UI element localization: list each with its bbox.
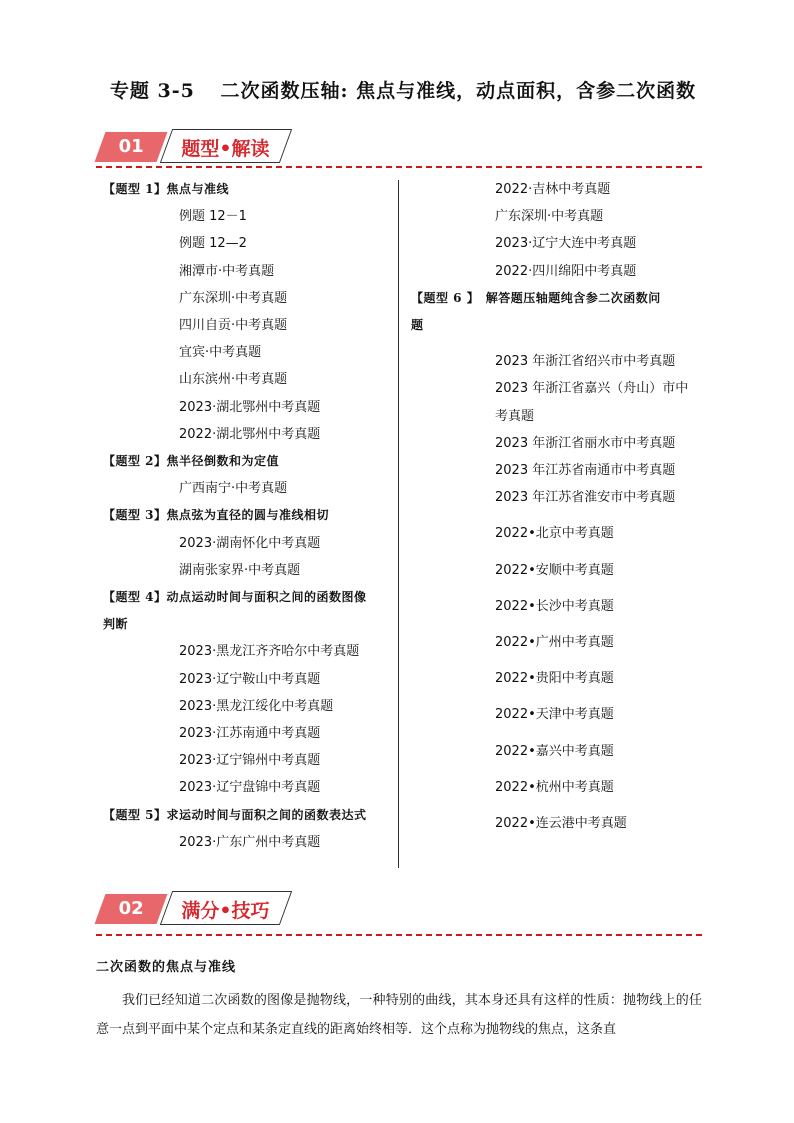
toc-item: 2022·吉林中考真题 [495,182,611,197]
toc-right-column [411,176,701,837]
toc-item: 2023 年江苏省淮安市中考真题 [495,490,676,506]
toc-item: 2022•贵阳中考真题 [495,671,614,687]
toc-item: 湘潭市·中考真题 [179,263,275,279]
toc-item: 宜宾·中考真题 [179,345,262,361]
title-topic-number: 专题 3-5 [109,80,195,102]
toc-item: 山东滨州·中考真题 [179,372,288,388]
page-title [0,76,794,103]
toc-item: 2023·辽宁大连中考真题 [495,236,637,252]
toc-item: 2023·黑龙江齐齐哈尔中考真题 [179,644,360,660]
toc-heading: 题 [411,318,424,333]
toc-item: 2022•北京中考真题 [495,526,614,542]
toc-heading: 【题型 6 】 解答题压轴题纯含参二次函数问 [411,290,661,305]
section-divider [96,934,702,936]
section-number: 02 [118,898,144,919]
toc-item: 四川自贡·中考真题 [179,318,288,334]
toc-item: 湖南张家界·中考真题 [179,562,301,578]
spacer [411,584,701,593]
toc-item: 广东深圳·中考真题 [179,290,288,306]
toc-item: 2023 年浙江省丽水市中考真题 [495,435,676,451]
toc-item: 2022·湖北鄂州中考真题 [179,426,321,442]
toc-item: 广东深圳·中考真题 [495,209,604,225]
spacer [411,765,701,774]
spacer [411,692,701,701]
toc-heading: 判断 [103,617,129,632]
spacer [411,548,701,557]
toc-heading: 【题型 3】焦点弦为直径的圆与准线相切 [103,508,330,523]
section-divider [96,166,702,168]
spacer [411,656,701,665]
toc-item: 2022•广州中考真题 [495,635,614,651]
toc-item: 广西南宁·中考真题 [179,481,288,497]
section-number: 01 [118,136,144,157]
section-label-box [160,129,292,163]
toc-item: 考真题 [495,408,535,424]
toc-item: 2023 年浙江省嘉兴（舟山）市中 [495,381,689,397]
section-label: 题型•解读 [181,138,270,160]
spacer [411,511,701,520]
spacer [411,339,701,348]
toc-heading: 【题型 2】焦半径倒数和为定值 [103,454,280,469]
toc-item: 2022•安顺中考真题 [495,562,614,578]
section-banner-01 [100,128,300,168]
toc-item: 2023·湖南怀化中考真题 [179,535,321,551]
toc-item: 2023·广东广州中考真题 [179,834,321,850]
spacer [411,801,701,810]
toc-item: 2023·辽宁锦州中考真题 [179,753,321,769]
toc-item: 2023 年江苏省南通市中考真题 [495,463,676,479]
section-label: 满分•技巧 [181,900,270,922]
column-divider [398,180,399,868]
section-number-badge [95,132,168,162]
section-label-box [160,891,292,925]
section-banner-02 [100,890,300,930]
toc-item: 2023·黑龙江绥化中考真题 [179,698,334,714]
section-number-badge [95,894,168,924]
toc-item: 2023·江苏南通中考真题 [179,726,321,742]
title-topic-text: 二次函数压轴: 焦点与准线，动点面积，含参二次函数 [220,80,697,102]
body-paragraph: 我们已经知道二次函数的图像是抛物线，一种特别的曲线，其本身还具有这样的性质：抛物线上的任意一点到平面中某个定点和某条定直线的距离始终相等．这个点称为抛物线的焦点，这条直 [96,993,702,1037]
toc-item: 2022•杭州中考真题 [495,779,614,795]
toc-item: 2023·辽宁鞍山中考真题 [179,671,321,687]
toc-item: 2023 年浙江省绍兴市中考真题 [495,354,676,370]
toc-item: 2022•连云港中考真题 [495,816,627,832]
spacer [411,729,701,738]
toc-item: 例题 12－1 [179,209,247,225]
subheading: 二次函数的焦点与准线 [96,960,237,975]
toc-heading: 【题型 4】动点运动时间与面积之间的函数图像 [103,590,367,605]
toc-heading: 【题型 1】焦点与准线 [103,182,230,196]
toc-heading: 【题型 5】求运动时间与面积之间的函数表达式 [103,807,367,822]
toc-item: 例题 12—2 [179,236,247,252]
toc-item: 2022•嘉兴中考真题 [495,743,614,759]
toc-item: 2022•天津中考真题 [495,707,614,723]
toc-item: 2023·辽宁盘锦中考真题 [179,780,321,796]
toc-item: 2022•长沙中考真题 [495,598,614,614]
toc-item: 2022·四川绵阳中考真题 [495,263,637,279]
toc-left-column [103,176,393,856]
spacer [411,620,701,629]
toc-item: 2023·湖北鄂州中考真题 [179,399,321,415]
